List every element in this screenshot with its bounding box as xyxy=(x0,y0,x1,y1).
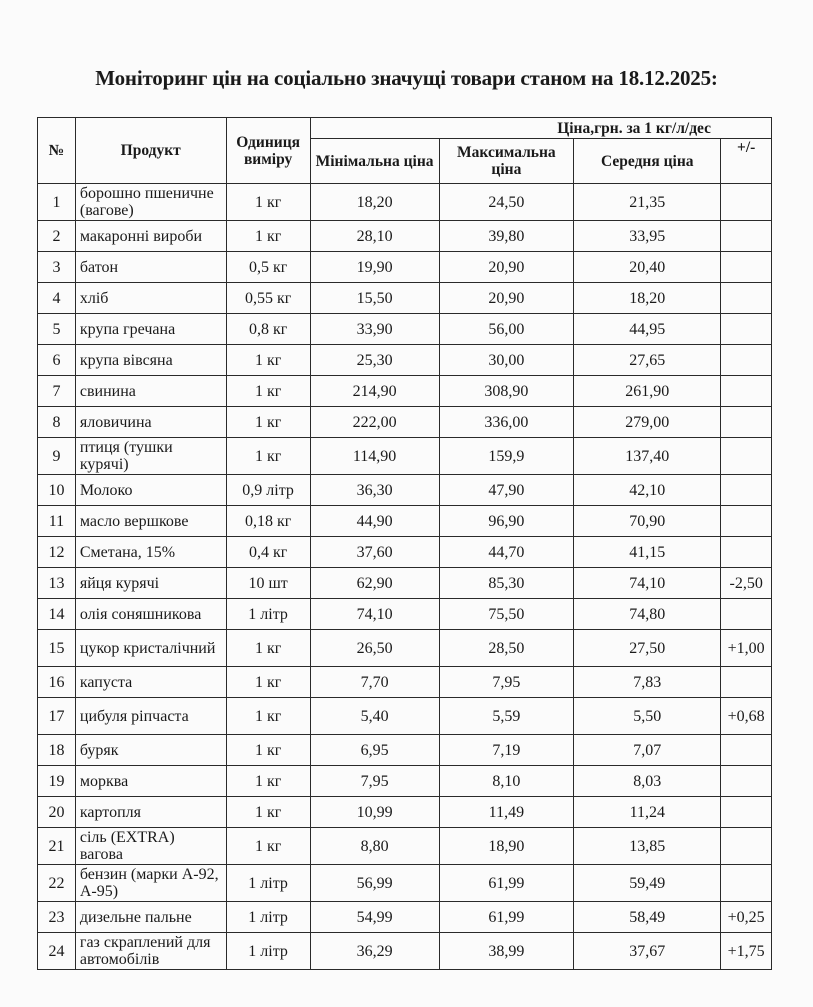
cell-min-price: 56,99 xyxy=(310,865,439,902)
cell-num: 8 xyxy=(38,407,76,438)
cell-unit: 1 кг xyxy=(226,630,310,667)
cell-product: яйця курячі xyxy=(75,568,226,599)
cell-avg-price: 33,95 xyxy=(574,221,721,252)
cell-min-price: 5,40 xyxy=(310,698,439,735)
table-row xyxy=(38,345,772,376)
cell-num: 23 xyxy=(38,902,76,933)
cell-avg-price: 41,15 xyxy=(574,537,721,568)
header-avg: Середня ціна xyxy=(574,139,721,184)
cell-num: 24 xyxy=(38,933,76,970)
cell-product: олія соняшникова xyxy=(75,599,226,630)
table-row xyxy=(38,766,772,797)
cell-avg-price: 18,20 xyxy=(574,283,721,314)
cell-max-price: 308,90 xyxy=(439,376,574,407)
table-row xyxy=(38,667,772,698)
cell-max-price: 5,59 xyxy=(439,698,574,735)
document-title: Моніторинг цін на соціально значущі товари станом на 18.12.2025: xyxy=(95,66,718,90)
cell-unit: 1 літр xyxy=(226,933,310,970)
cell-min-price: 7,95 xyxy=(310,766,439,797)
table-row xyxy=(38,438,772,475)
cell-diff xyxy=(721,283,772,314)
cell-diff xyxy=(721,475,772,506)
cell-product: яловичина xyxy=(75,407,226,438)
cell-avg-price: 137,40 xyxy=(574,438,721,475)
cell-max-price: 7,19 xyxy=(439,735,574,766)
cell-avg-price: 70,90 xyxy=(574,506,721,537)
cell-max-price: 30,00 xyxy=(439,345,574,376)
cell-min-price: 33,90 xyxy=(310,314,439,345)
cell-max-price: 47,90 xyxy=(439,475,574,506)
cell-max-price: 24,50 xyxy=(439,184,574,221)
cell-diff xyxy=(721,537,772,568)
cell-avg-price: 11,24 xyxy=(574,797,721,828)
cell-unit: 1 кг xyxy=(226,698,310,735)
cell-min-price: 19,90 xyxy=(310,252,439,283)
cell-max-price: 75,50 xyxy=(439,599,574,630)
cell-diff xyxy=(721,506,772,537)
cell-unit: 1 літр xyxy=(226,599,310,630)
cell-diff xyxy=(721,345,772,376)
cell-unit: 1 кг xyxy=(226,667,310,698)
cell-diff: +0,68 xyxy=(721,698,772,735)
cell-product: батон xyxy=(75,252,226,283)
cell-max-price: 85,30 xyxy=(439,568,574,599)
cell-avg-price: 7,83 xyxy=(574,667,721,698)
cell-product: борошно пшеничне (вагове) xyxy=(75,184,226,221)
cell-product: птиця (тушки курячі) xyxy=(75,438,226,475)
cell-num: 11 xyxy=(38,506,76,537)
cell-num: 12 xyxy=(38,537,76,568)
cell-avg-price: 44,95 xyxy=(574,314,721,345)
cell-min-price: 6,95 xyxy=(310,735,439,766)
cell-diff xyxy=(721,314,772,345)
table-row xyxy=(38,314,772,345)
cell-avg-price: 59,49 xyxy=(574,865,721,902)
cell-unit: 1 кг xyxy=(226,407,310,438)
cell-avg-price: 13,85 xyxy=(574,828,721,865)
cell-min-price: 28,10 xyxy=(310,221,439,252)
cell-avg-price: 20,40 xyxy=(574,252,721,283)
cell-avg-price: 42,10 xyxy=(574,475,721,506)
cell-unit: 0,5 кг xyxy=(226,252,310,283)
cell-product: сіль (EXTRA) вагова xyxy=(75,828,226,865)
cell-product: цибуля ріпчаста xyxy=(75,698,226,735)
cell-min-price: 214,90 xyxy=(310,376,439,407)
cell-max-price: 336,00 xyxy=(439,407,574,438)
cell-product: крупа вівсяна xyxy=(75,345,226,376)
cell-product: масло вершкове xyxy=(75,506,226,537)
cell-max-price: 18,90 xyxy=(439,828,574,865)
cell-unit: 1 кг xyxy=(226,345,310,376)
cell-product: газ скраплений для автомобілів xyxy=(75,933,226,970)
table-row xyxy=(38,698,772,735)
table-row xyxy=(38,221,772,252)
table-row xyxy=(38,283,772,314)
cell-max-price: 39,80 xyxy=(439,221,574,252)
cell-unit: 1 літр xyxy=(226,902,310,933)
cell-avg-price: 37,67 xyxy=(574,933,721,970)
cell-avg-price: 58,49 xyxy=(574,902,721,933)
table-row xyxy=(38,902,772,933)
cell-num: 14 xyxy=(38,599,76,630)
cell-unit: 1 літр xyxy=(226,865,310,902)
table-row xyxy=(38,252,772,283)
cell-diff xyxy=(721,252,772,283)
cell-num: 3 xyxy=(38,252,76,283)
cell-num: 6 xyxy=(38,345,76,376)
cell-max-price: 20,90 xyxy=(439,252,574,283)
cell-diff xyxy=(721,376,772,407)
cell-diff xyxy=(721,828,772,865)
table-row xyxy=(38,599,772,630)
cell-num: 7 xyxy=(38,376,76,407)
table-row xyxy=(38,184,772,221)
cell-min-price: 26,50 xyxy=(310,630,439,667)
cell-product: морква xyxy=(75,766,226,797)
table-row xyxy=(38,797,772,828)
header-min: Мінімальна ціна xyxy=(310,139,439,184)
header-diff: +/- xyxy=(721,139,772,184)
cell-unit: 0,9 літр xyxy=(226,475,310,506)
cell-diff xyxy=(721,184,772,221)
header-max: Максимальна ціна xyxy=(439,139,574,184)
cell-diff xyxy=(721,667,772,698)
cell-unit: 1 кг xyxy=(226,828,310,865)
cell-avg-price: 5,50 xyxy=(574,698,721,735)
cell-min-price: 36,30 xyxy=(310,475,439,506)
cell-unit: 1 кг xyxy=(226,797,310,828)
cell-diff xyxy=(721,438,772,475)
cell-avg-price: 279,00 xyxy=(574,407,721,438)
cell-diff: +0,25 xyxy=(721,902,772,933)
cell-max-price: 11,49 xyxy=(439,797,574,828)
cell-diff: -2,50 xyxy=(721,568,772,599)
cell-avg-price: 261,90 xyxy=(574,376,721,407)
table-row xyxy=(38,735,772,766)
cell-max-price: 8,10 xyxy=(439,766,574,797)
cell-max-price: 56,00 xyxy=(439,314,574,345)
cell-product: макаронні вироби xyxy=(75,221,226,252)
cell-unit: 0,8 кг xyxy=(226,314,310,345)
cell-min-price: 36,29 xyxy=(310,933,439,970)
cell-num: 21 xyxy=(38,828,76,865)
cell-product: хліб xyxy=(75,283,226,314)
cell-diff xyxy=(721,221,772,252)
cell-avg-price: 7,07 xyxy=(574,735,721,766)
cell-product: буряк xyxy=(75,735,226,766)
cell-diff xyxy=(721,797,772,828)
cell-product: картопля xyxy=(75,797,226,828)
cell-product: дизельне пальне xyxy=(75,902,226,933)
cell-unit: 1 кг xyxy=(226,221,310,252)
cell-diff xyxy=(721,407,772,438)
cell-min-price: 18,20 xyxy=(310,184,439,221)
cell-min-price: 54,99 xyxy=(310,902,439,933)
cell-avg-price: 27,65 xyxy=(574,345,721,376)
cell-unit: 0,4 кг xyxy=(226,537,310,568)
cell-num: 5 xyxy=(38,314,76,345)
cell-num: 16 xyxy=(38,667,76,698)
table-row xyxy=(38,506,772,537)
table-row xyxy=(38,933,772,970)
cell-avg-price: 27,50 xyxy=(574,630,721,667)
table-row xyxy=(38,407,772,438)
cell-min-price: 114,90 xyxy=(310,438,439,475)
cell-product: цукор кристалічний xyxy=(75,630,226,667)
cell-min-price: 10,99 xyxy=(310,797,439,828)
table-row xyxy=(38,568,772,599)
cell-min-price: 74,10 xyxy=(310,599,439,630)
cell-min-price: 44,90 xyxy=(310,506,439,537)
cell-min-price: 37,60 xyxy=(310,537,439,568)
cell-diff xyxy=(721,599,772,630)
cell-avg-price: 8,03 xyxy=(574,766,721,797)
cell-num: 22 xyxy=(38,865,76,902)
cell-max-price: 7,95 xyxy=(439,667,574,698)
table-row xyxy=(38,537,772,568)
cell-max-price: 159,9 xyxy=(439,438,574,475)
cell-min-price: 7,70 xyxy=(310,667,439,698)
cell-max-price: 61,99 xyxy=(439,902,574,933)
cell-max-price: 38,99 xyxy=(439,933,574,970)
cell-min-price: 8,80 xyxy=(310,828,439,865)
cell-max-price: 96,90 xyxy=(439,506,574,537)
cell-unit: 1 кг xyxy=(226,184,310,221)
table-row xyxy=(38,376,772,407)
header-product: Продукт xyxy=(75,118,226,184)
cell-num: 9 xyxy=(38,438,76,475)
cell-product: капуста xyxy=(75,667,226,698)
cell-min-price: 222,00 xyxy=(310,407,439,438)
table-row xyxy=(38,865,772,902)
cell-unit: 1 кг xyxy=(226,735,310,766)
cell-unit: 1 кг xyxy=(226,376,310,407)
cell-num: 17 xyxy=(38,698,76,735)
cell-min-price: 25,30 xyxy=(310,345,439,376)
cell-unit: 1 кг xyxy=(226,438,310,475)
cell-num: 10 xyxy=(38,475,76,506)
cell-product: Молоко xyxy=(75,475,226,506)
header-unit: Одиниця виміру xyxy=(226,118,310,184)
cell-num: 2 xyxy=(38,221,76,252)
cell-min-price: 62,90 xyxy=(310,568,439,599)
cell-avg-price: 74,80 xyxy=(574,599,721,630)
cell-max-price: 44,70 xyxy=(439,537,574,568)
header-price-group: Ціна,грн. за 1 кг/л/дес xyxy=(310,118,771,139)
cell-avg-price: 74,10 xyxy=(574,568,721,599)
table-row xyxy=(38,475,772,506)
cell-unit: 1 кг xyxy=(226,766,310,797)
cell-max-price: 61,99 xyxy=(439,865,574,902)
table-row xyxy=(38,828,772,865)
cell-unit: 10 шт xyxy=(226,568,310,599)
cell-num: 1 xyxy=(38,184,76,221)
cell-avg-price: 21,35 xyxy=(574,184,721,221)
cell-max-price: 28,50 xyxy=(439,630,574,667)
cell-num: 19 xyxy=(38,766,76,797)
cell-num: 15 xyxy=(38,630,76,667)
cell-unit: 0,55 кг xyxy=(226,283,310,314)
cell-min-price: 15,50 xyxy=(310,283,439,314)
cell-product: бензин (марки А-92, А-95) xyxy=(75,865,226,902)
cell-diff: +1,75 xyxy=(721,933,772,970)
cell-num: 13 xyxy=(38,568,76,599)
cell-max-price: 20,90 xyxy=(439,283,574,314)
cell-product: крупа гречана xyxy=(75,314,226,345)
cell-unit: 0,18 кг xyxy=(226,506,310,537)
cell-diff xyxy=(721,865,772,902)
cell-num: 20 xyxy=(38,797,76,828)
cell-num: 4 xyxy=(38,283,76,314)
cell-product: Сметана, 15% xyxy=(75,537,226,568)
price-table xyxy=(37,117,772,970)
cell-diff xyxy=(721,735,772,766)
cell-diff: +1,00 xyxy=(721,630,772,667)
cell-diff xyxy=(721,766,772,797)
table-row xyxy=(38,630,772,667)
header-num: № xyxy=(38,118,76,184)
cell-product: свинина xyxy=(75,376,226,407)
cell-num: 18 xyxy=(38,735,76,766)
